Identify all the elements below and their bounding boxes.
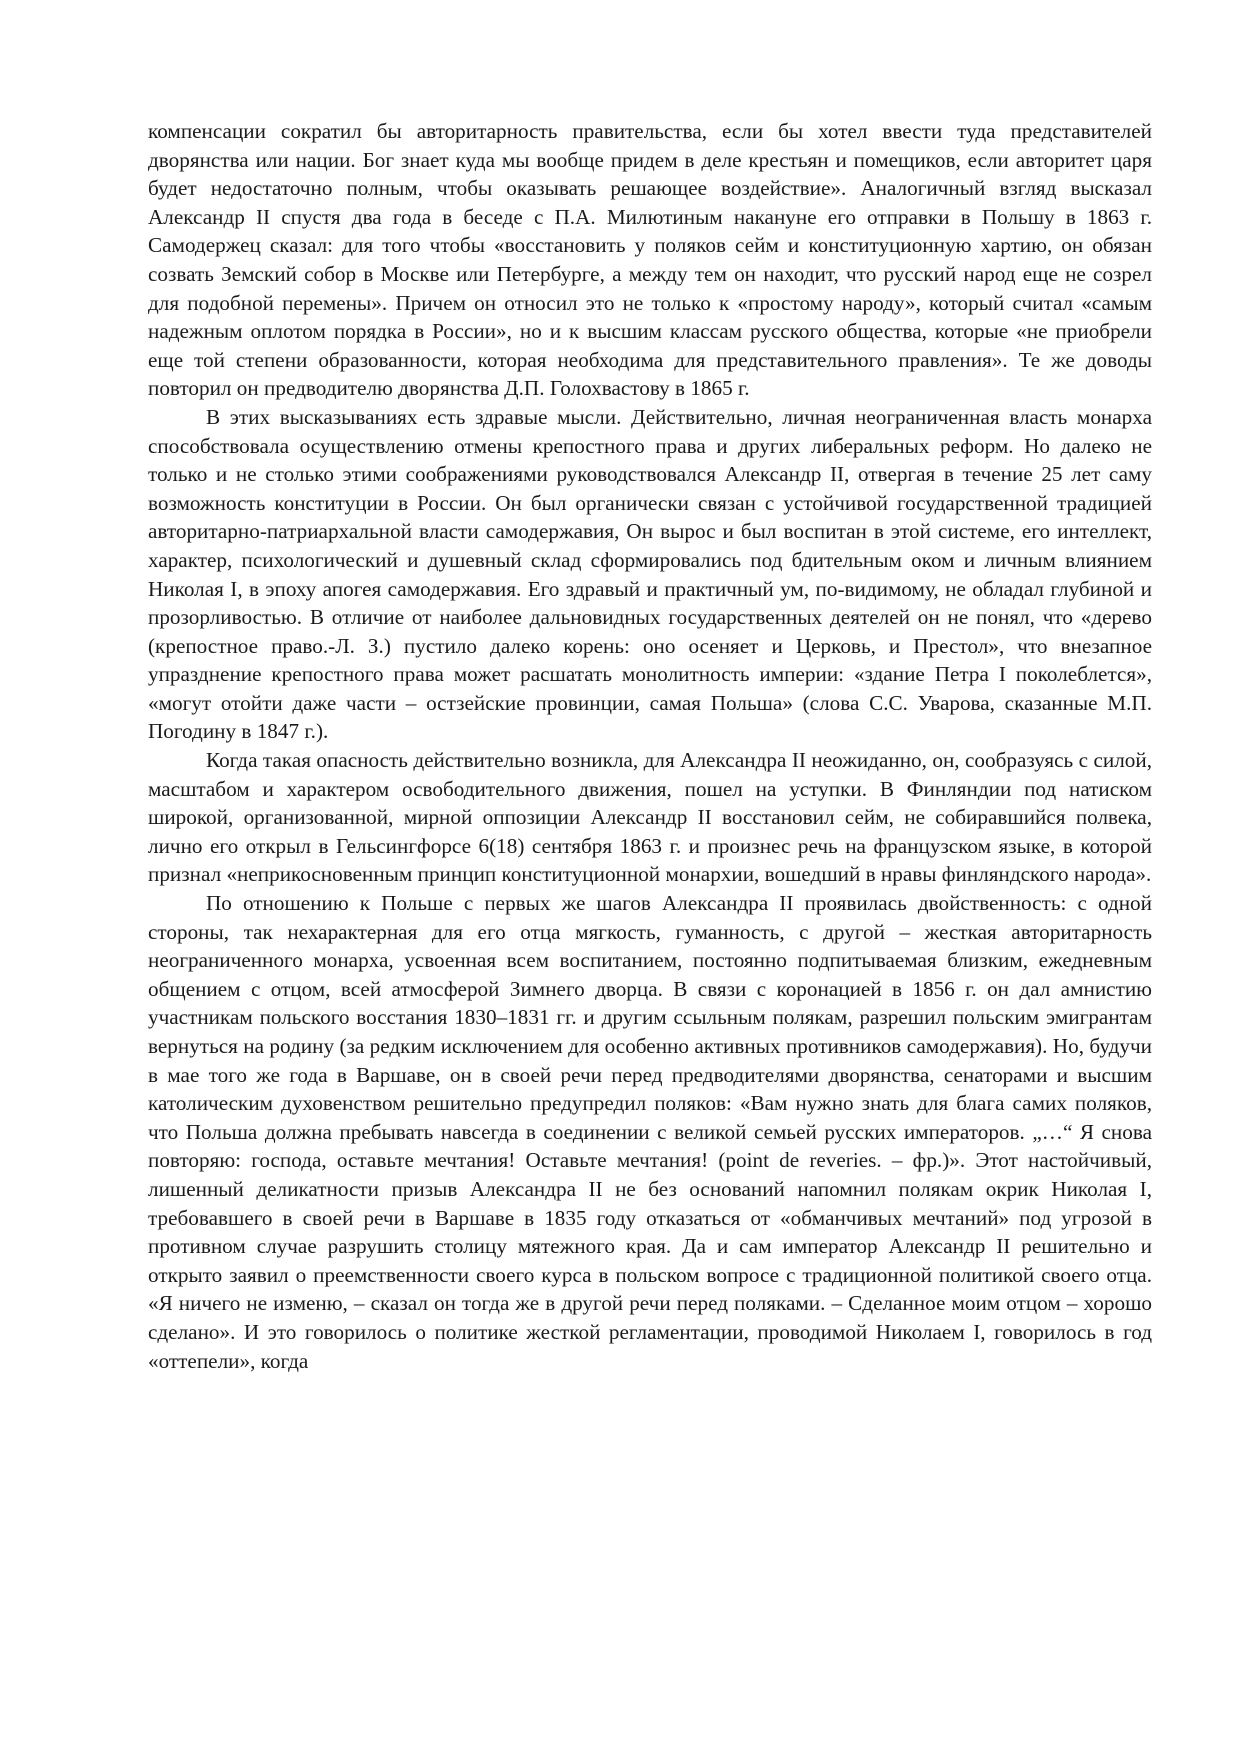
paragraph-4: По отношению к Польше с первых же шагов Александра II проявилась двойственность: с одной стороны, так нехарактерная для его отца мягкость, гуманность, с другой – жесткая авторитарность неограниченного монарха, усвоенная всем воспитанием, постоянно подпитываемая близким, ежедневным общением с отцом, всей атмосферой Зимнего дворца. В связи с коронацией в 1856 г. он дал амнистию участникам польского восстания 1830–1831 гг. и другим ссыльным полякам, разрешил польским эмигрантам вернуться на родину (за редким исключением для особенно активных противников самодержавия). Но, будучи в мае того же года в Варшаве, он в своей речи перед предводителями дворянства, сенаторами и высшим католическим духовенством решительно предупредил поляков: «Вам нужно знать для блага самих поляков, что Польша должна пребывать навсегда в соединении с великой семьей русских императоров. „…“ Я снова повторяю: господа, оставьте мечтания! Оставьте мечтания! (point de reveries. – фр.)». Этот настойчивый, лишенный деликатности призыв Александра II не без оснований напомнил полякам окрик Николая I, требовавшего в своей речи в Варшаве в 1835 году отказаться от «обманчивых мечтаний» под угрозой в противном случае разрушить столицу мятежного края. Да и сам император Александр II решительно и открыто заявил о преемственности своего курса в польском вопросе с традиционной политикой своего отца. «Я ничего не изменю, – сказал он тогда же в другой речи перед поляками. – Сделанное моим отцом – хорошо сделано». И это говорилось о политике жесткой регламентации, проводимой Николаем I, говорилось в год «оттепели», когда: [148, 891, 1152, 1373]
paragraph-2: В этих высказываниях есть здравые мысли. Действительно, личная неограниченная власть монарха способствовала осуществлению отмены крепостного права и других либеральных реформ. Но далеко не только и не столько этими соображениями руководствовался Александр II, отвергая в течение 25 лет саму возможность конституции в России. Он был органически связан с устойчивой государственной традицией авторитарно-патриархальной власти самодержавия, Он вырос и был воспитан в этой системе, его интеллект, характер, психологический и душевный склад сформировались под бдительным оком и личным влиянием Николая I, в эпоху апогея самодержавия. Его здравый и практичный ум, по-видимому, не обладал глубиной и прозорливостью. В отличие от наиболее дальновидных государственных деятелей он не понял, что «дерево (крепостное право.-Л. З.) пустило далеко корень: оно осеняет и Церковь, и Престол», что внезапное упразднение крепостного права может расшатать монолитность империи: «здание Петра I поколеблется», «могут отойти даже части – остзейские провинции, самая Польша» (слова С.С. Уварова, сказанные М.П. Погодину в 1847 г.).: [148, 404, 1152, 744]
paragraph-1: компенсации сократил бы авторитарность правительства, если бы хотел ввести туда представителей дворянства или нации. Бог знает куда мы вообще придем в деле крестьян и помещиков, если авторитет царя будет недостаточно полным, чтобы оказывать решающее воздействие». Аналогичный взгляд высказал Александр II спустя два года в беседе с П.А. Милютиным накануне его отправки в Польшу в 1863 г. Самодержец сказал: для того чтобы «восстановить у поляков сейм и конституционную хартию, он обязан созвать Земский собор в Москве или Петербурге, а между тем он находит, что русский народ еще не созрел для подобной перемены». Причем он относил это не только к «простому народу», который считал «самым надежным оплотом порядка в России», но и к высшим классам русского общества, которые «не приобрели еще той степени образованности, которая необходима для представительного правления». Те же доводы повторил он предводителю дворянства Д.П. Голохвастову в 1865 г.: [148, 119, 1152, 401]
document-page: [148, 117, 1152, 1375]
paragraph-3: Когда такая опасность действительно возникла, для Александра II неожиданно, он, сообразуясь с силой, масштабом и характером освободительного движения, пошел на уступки. В Финляндии под натиском широкой, организованной, мирной оппозиции Александр II восстановил сейм, не собиравшийся полвека, лично его открыл в Гельсингфорсе 6(18) сентября 1863 г. и произнес речь на французском языке, в которой признал «неприкосновенным принцип конституционной монархии, вошедший в нравы финляндского народа».: [148, 748, 1152, 887]
